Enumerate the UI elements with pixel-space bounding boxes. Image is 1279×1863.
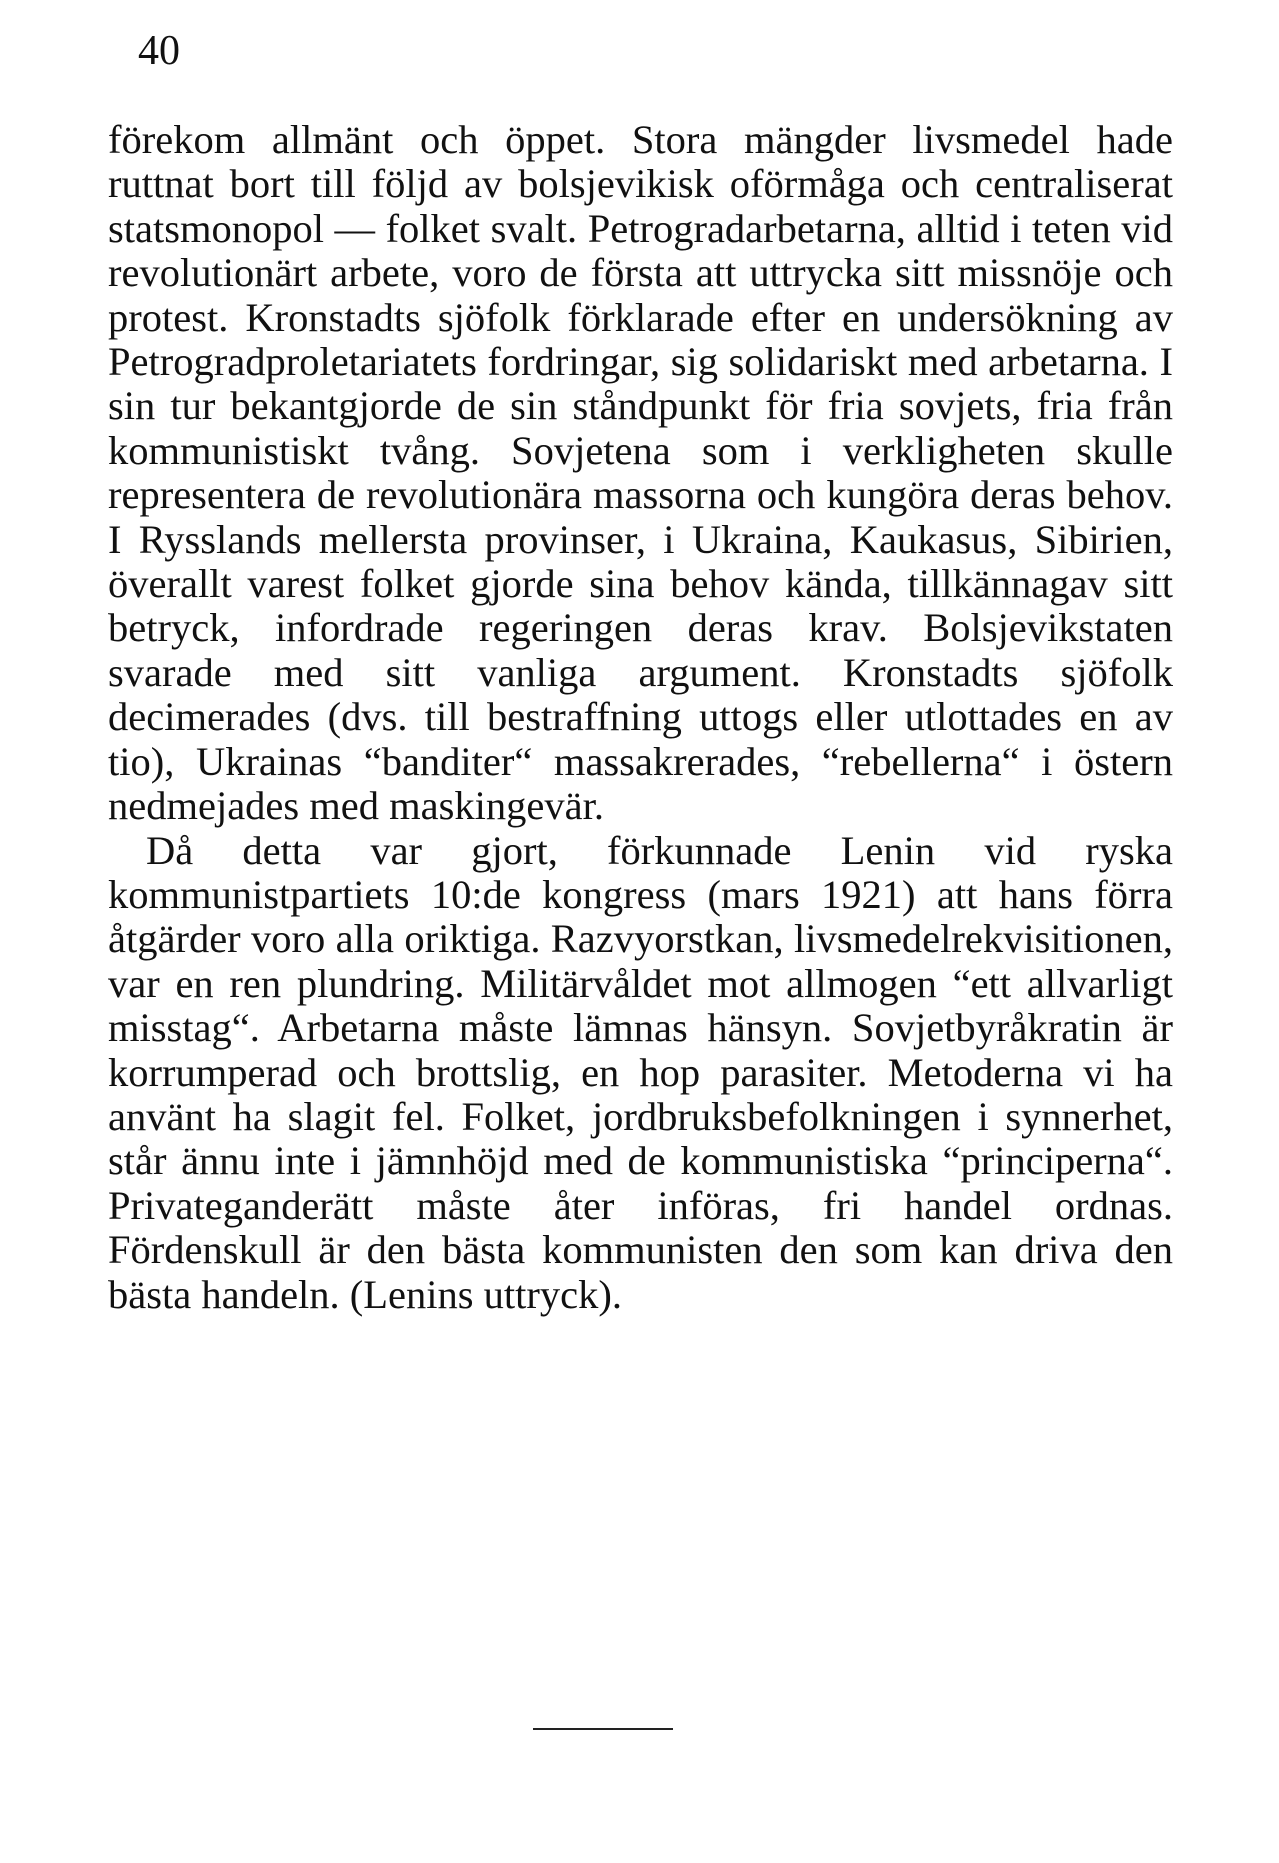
section-divider xyxy=(533,1728,673,1730)
page-body xyxy=(108,118,1173,1317)
paragraph-2: Då detta var gjort, förkunnade Lenin vid ryska kommunistpartiets 10:de kongress (mars 1921) att hans förra åtgärder voro alla oriktiga. Razvyorstkan, livsmedelrekvisitionen, var en ren plundring. Militärvåldet mot allmogen “ett allvarligt misstag“. Arbetarna måste lämnas hänsyn. Sovjetbyråkratin är korrumperad och brottslig, en hop parasiter. Metoderna vi ha använt ha slagit fel. Folket, jordbruksbefolkningen i synnerhet, står ännu inte i jämnhöjd med de kommunistiska “principerna“. Privateganderätt måste åter införas, fri handel ordnas. Fördenskull är den bästa kommunisten den som kan driva den bästa handeln. (Lenins uttryck). xyxy=(108,827,1173,1317)
page-number: 40 xyxy=(138,28,180,74)
paragraph-1: förekom allmänt och öppet. Stora mängder livsmedel hade ruttnat bort till följd av bolsjevikisk oförmåga och centraliserat statsmonopol — folket svalt. Petrogradarbetarna, alltid i teten vid revolutionärt arbete, voro de första att uttrycka sitt missnöje och protest. Kronstadts sjöfolk förklarade efter en undersökning av Petrogradproletariatets fordringar, sig solidariskt med arbetarna. I sin tur bekantgjorde de sin ståndpunkt för fria sovjets, fria från kommunistiskt tvång. Sovjetena som i verkligheten skulle representera de revolutionära massorna och kungöra deras behov. I Rysslands mellersta provinser, i Ukraina, Kaukasus, Sibirien, överallt varest folket gjorde sina behov kända, tillkännagav sitt betryck, infordrade regeringen deras krav. Bolsjevikstaten svarade med sitt vanliga argument. Kronstadts sjöfolk decimerades (dvs. till bestraffning uttogs eller utlottades en av tio), Ukrainas “banditer“ massakrerades, “rebellerna“ i östern nedmejades med maskingevär. xyxy=(108,117,1173,829)
